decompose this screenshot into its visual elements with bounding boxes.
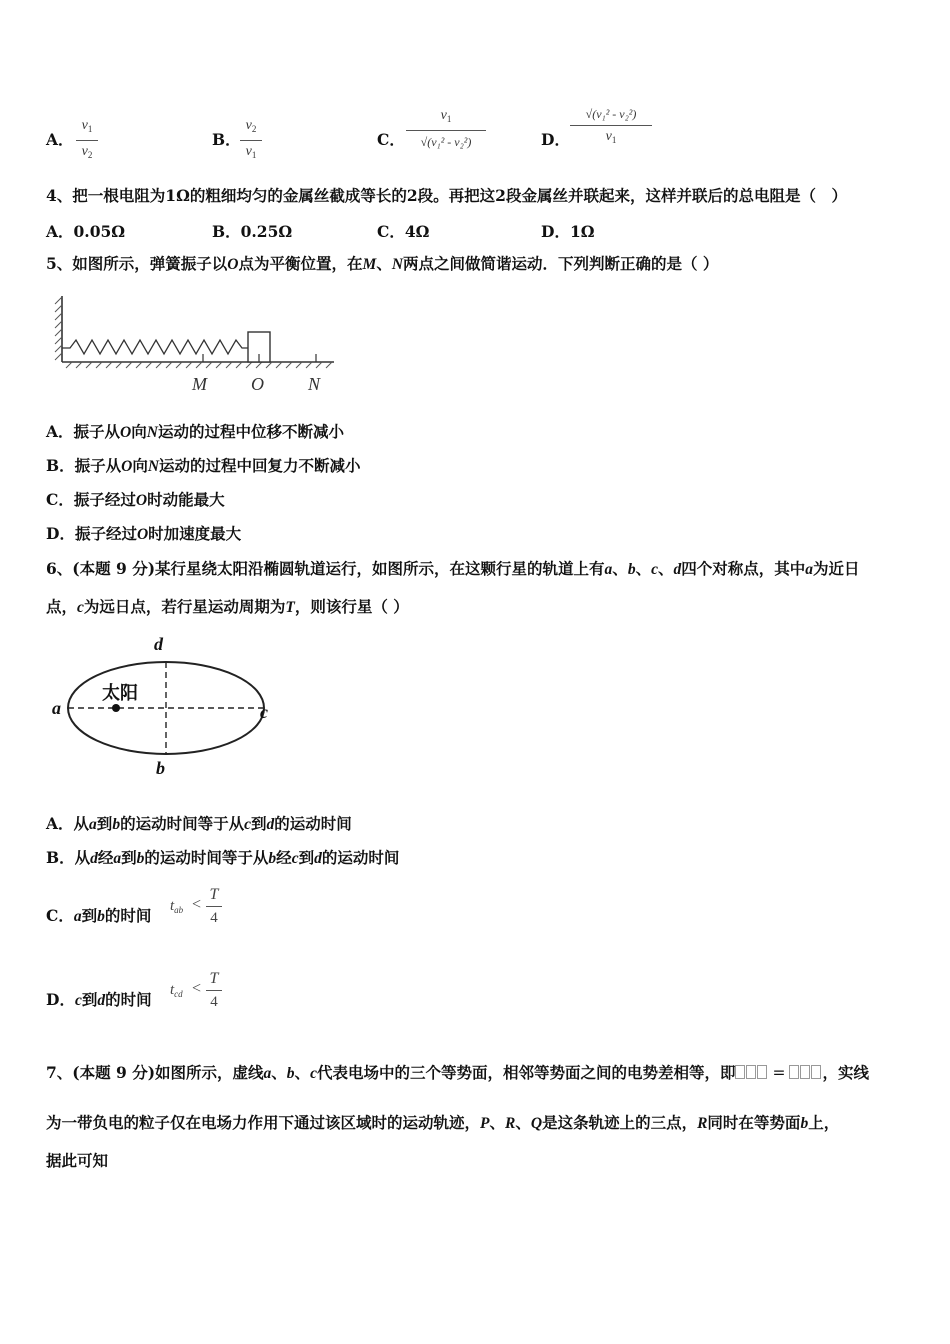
label-o: O — [251, 374, 264, 394]
missing-glyph-icon — [746, 1065, 756, 1079]
label-n: N — [308, 374, 321, 394]
elliptical-orbit-figure — [46, 628, 286, 788]
label-b: b — [156, 758, 165, 778]
q6-option-b: B．从d经a到b的运动时间等于从b经c到d的运动时间 — [46, 848, 400, 867]
sqrt-expression: √(v₁² - v₂²) — [585, 107, 637, 121]
q3-option-b-label: B． — [212, 130, 241, 149]
label-m: M — [192, 374, 207, 394]
missing-glyph-icon — [735, 1065, 745, 1079]
floor-hatch — [66, 362, 332, 368]
q4-option-c: C．4Ω — [377, 222, 430, 241]
q7-stem-line3: 据此可知 — [46, 1151, 109, 1170]
wall-hatch — [55, 297, 62, 360]
q5-option-d: D．振子经过O时加速度最大 — [46, 524, 242, 543]
q6-stem-line1: 6、(本题 9 分)某行星绕太阳沿椭圆轨道运行，如图所示，在这颗行星的轨道上有a、b、c、d四个对称点，其中a为近日 — [46, 559, 860, 578]
q3-option-d-label: D． — [541, 130, 570, 149]
q3-option-c-label: C． — [377, 130, 405, 149]
sun-dot — [112, 704, 120, 712]
q7-stem-line1: 7、(本题 9 分)如图所示，虚线a、b、c代表电场中的三个等势面，相邻等势面之间的电势差相等，即 = ，实线 — [46, 1063, 869, 1082]
missing-glyph-icon — [789, 1065, 799, 1079]
q4-option-a: A．0.05Ω — [46, 222, 126, 241]
q3-option-c-fraction: $v_1$ √(v₁² - v₂²) — [406, 108, 486, 150]
label-a: a — [52, 698, 61, 718]
missing-glyph-icon — [800, 1065, 810, 1079]
label-d: d — [154, 634, 163, 654]
spring — [62, 340, 248, 354]
q4-option-d: D．1Ω — [541, 222, 595, 241]
q4-stem: 4、把一根电阻为1Ω的粗细均匀的金属丝截成等长的2段。再把这2段金属丝并联起来，这样并联后的总电阻是（ ） — [46, 186, 847, 205]
spring-oscillator-figure — [52, 290, 342, 400]
q6-stem-line2: 点，c为远日点，若行星运动周期为T，则该行星（ ） — [46, 597, 409, 616]
missing-glyph-icon — [757, 1065, 767, 1079]
q5-option-b: B．振子从O向N运动的过程中回复力不断减小 — [46, 456, 361, 475]
q3-option-a-label: A． — [46, 130, 74, 149]
q3-option-a-fraction: $v_1$ $v_2$ — [76, 118, 98, 163]
q6-option-a: A．从a到b的运动时间等于从c到d的运动时间 — [46, 814, 352, 833]
q7-stem-line2: 为一带负电的粒子仅在电场力作用下通过该区域时的运动轨迹，P、R、Q是这条轨迹上的三点，R同时在等势面b上， — [46, 1113, 840, 1132]
q6-option-c: C．a到b的时间 — [46, 906, 152, 925]
q3-option-b-fraction: $v_2$ $v_1$ — [240, 118, 262, 163]
q5-stem: 5、如图所示，弹簧振子以O点为平衡位置，在M、N两点之间做简谐运动．下列判断正确的是（ ） — [46, 254, 719, 273]
sqrt-expression: √(v₁² - v₂²) — [420, 135, 472, 149]
q4-option-b: B．0.25Ω — [212, 222, 293, 241]
sun-label: 太阳 — [102, 683, 138, 704]
q3-option-d-fraction: √(v₁² - v₂²) $v_1$ — [570, 106, 652, 148]
q5-option-c: C．振子经过O时动能最大 — [46, 490, 225, 509]
label-c: c — [260, 702, 268, 722]
q6-option-d: D．c到d的时间 — [46, 990, 152, 1009]
q5-option-a: A．振子从O向N运动的过程中位移不断减小 — [46, 422, 344, 441]
missing-glyph-icon — [811, 1065, 821, 1079]
